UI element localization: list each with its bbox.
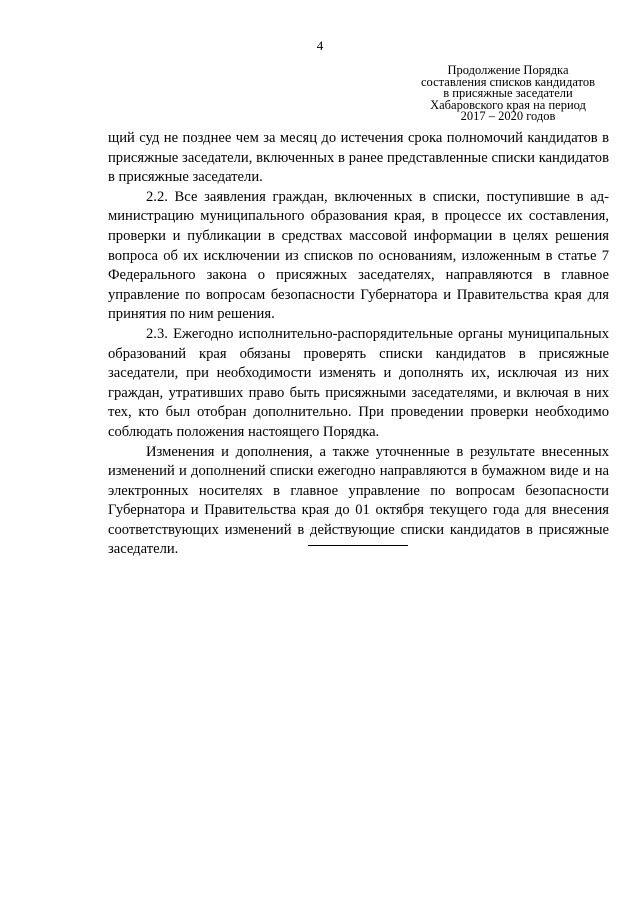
running-header-line: 2017 – 2020 годов [460,109,556,123]
paragraph-2-3: 2.3. Ежегодно исполнительно-распорядительные органы муниципальных образований края обязаны проверять списки кандидатов в присяжные заседатели, при необходимости изменять и дополнять их, исключая из них граждан, утративших право быть присяжными заседателями, и включая в них тех, кто был отобран дополнительно. При проведении проверки необходимо соблюдать положения настоящего Порядка. [108,325,609,440]
page-number: 4 [316,38,324,53]
running-header-line: Продолжение Порядка [447,63,569,77]
running-header-line: составления списков кандидатов [421,74,595,89]
paragraph-2-2: 2.2. Все заявления граждан, включенных в списки, поступившие в администрацию муниципального образования края, в процессе их составления, проверки и публикации в средствах массовой информации в целях решения вопроса об их исключении из списков по основаниям, изложенным в статье 7 Федерального закона о присяжных заседателях, направляются в главное управление по вопросам безопасности Губернатора и Правительства края для принятия по ним решения. [108,188,609,323]
document-body [108,129,609,560]
paragraph-changes: Изменения и дополнения, а также уточненные в результате внесенных изменений и дополнений списки ежегодно направляются в бумажном виде и на электронных носителях в главное управление по вопросам безопасности Губернатора и Правительства края до 01 октября текущего года для внесения соответствующих изменений в действующие списки кандидатов в присяжные заседатели. [108,443,609,558]
paragraph-continuation: щий суд не позднее чем за месяц до истечения срока полномочий кандидатов в присяжные заседатели, включенных в ранее представленные списки кандидатов в присяжные заседатели. [108,130,609,186]
running-header-line: Хабаровского края на период [430,97,586,112]
end-of-document-rule [308,545,408,546]
running-header [408,65,608,123]
running-header-line: в присяжные заседатели [443,86,573,100]
